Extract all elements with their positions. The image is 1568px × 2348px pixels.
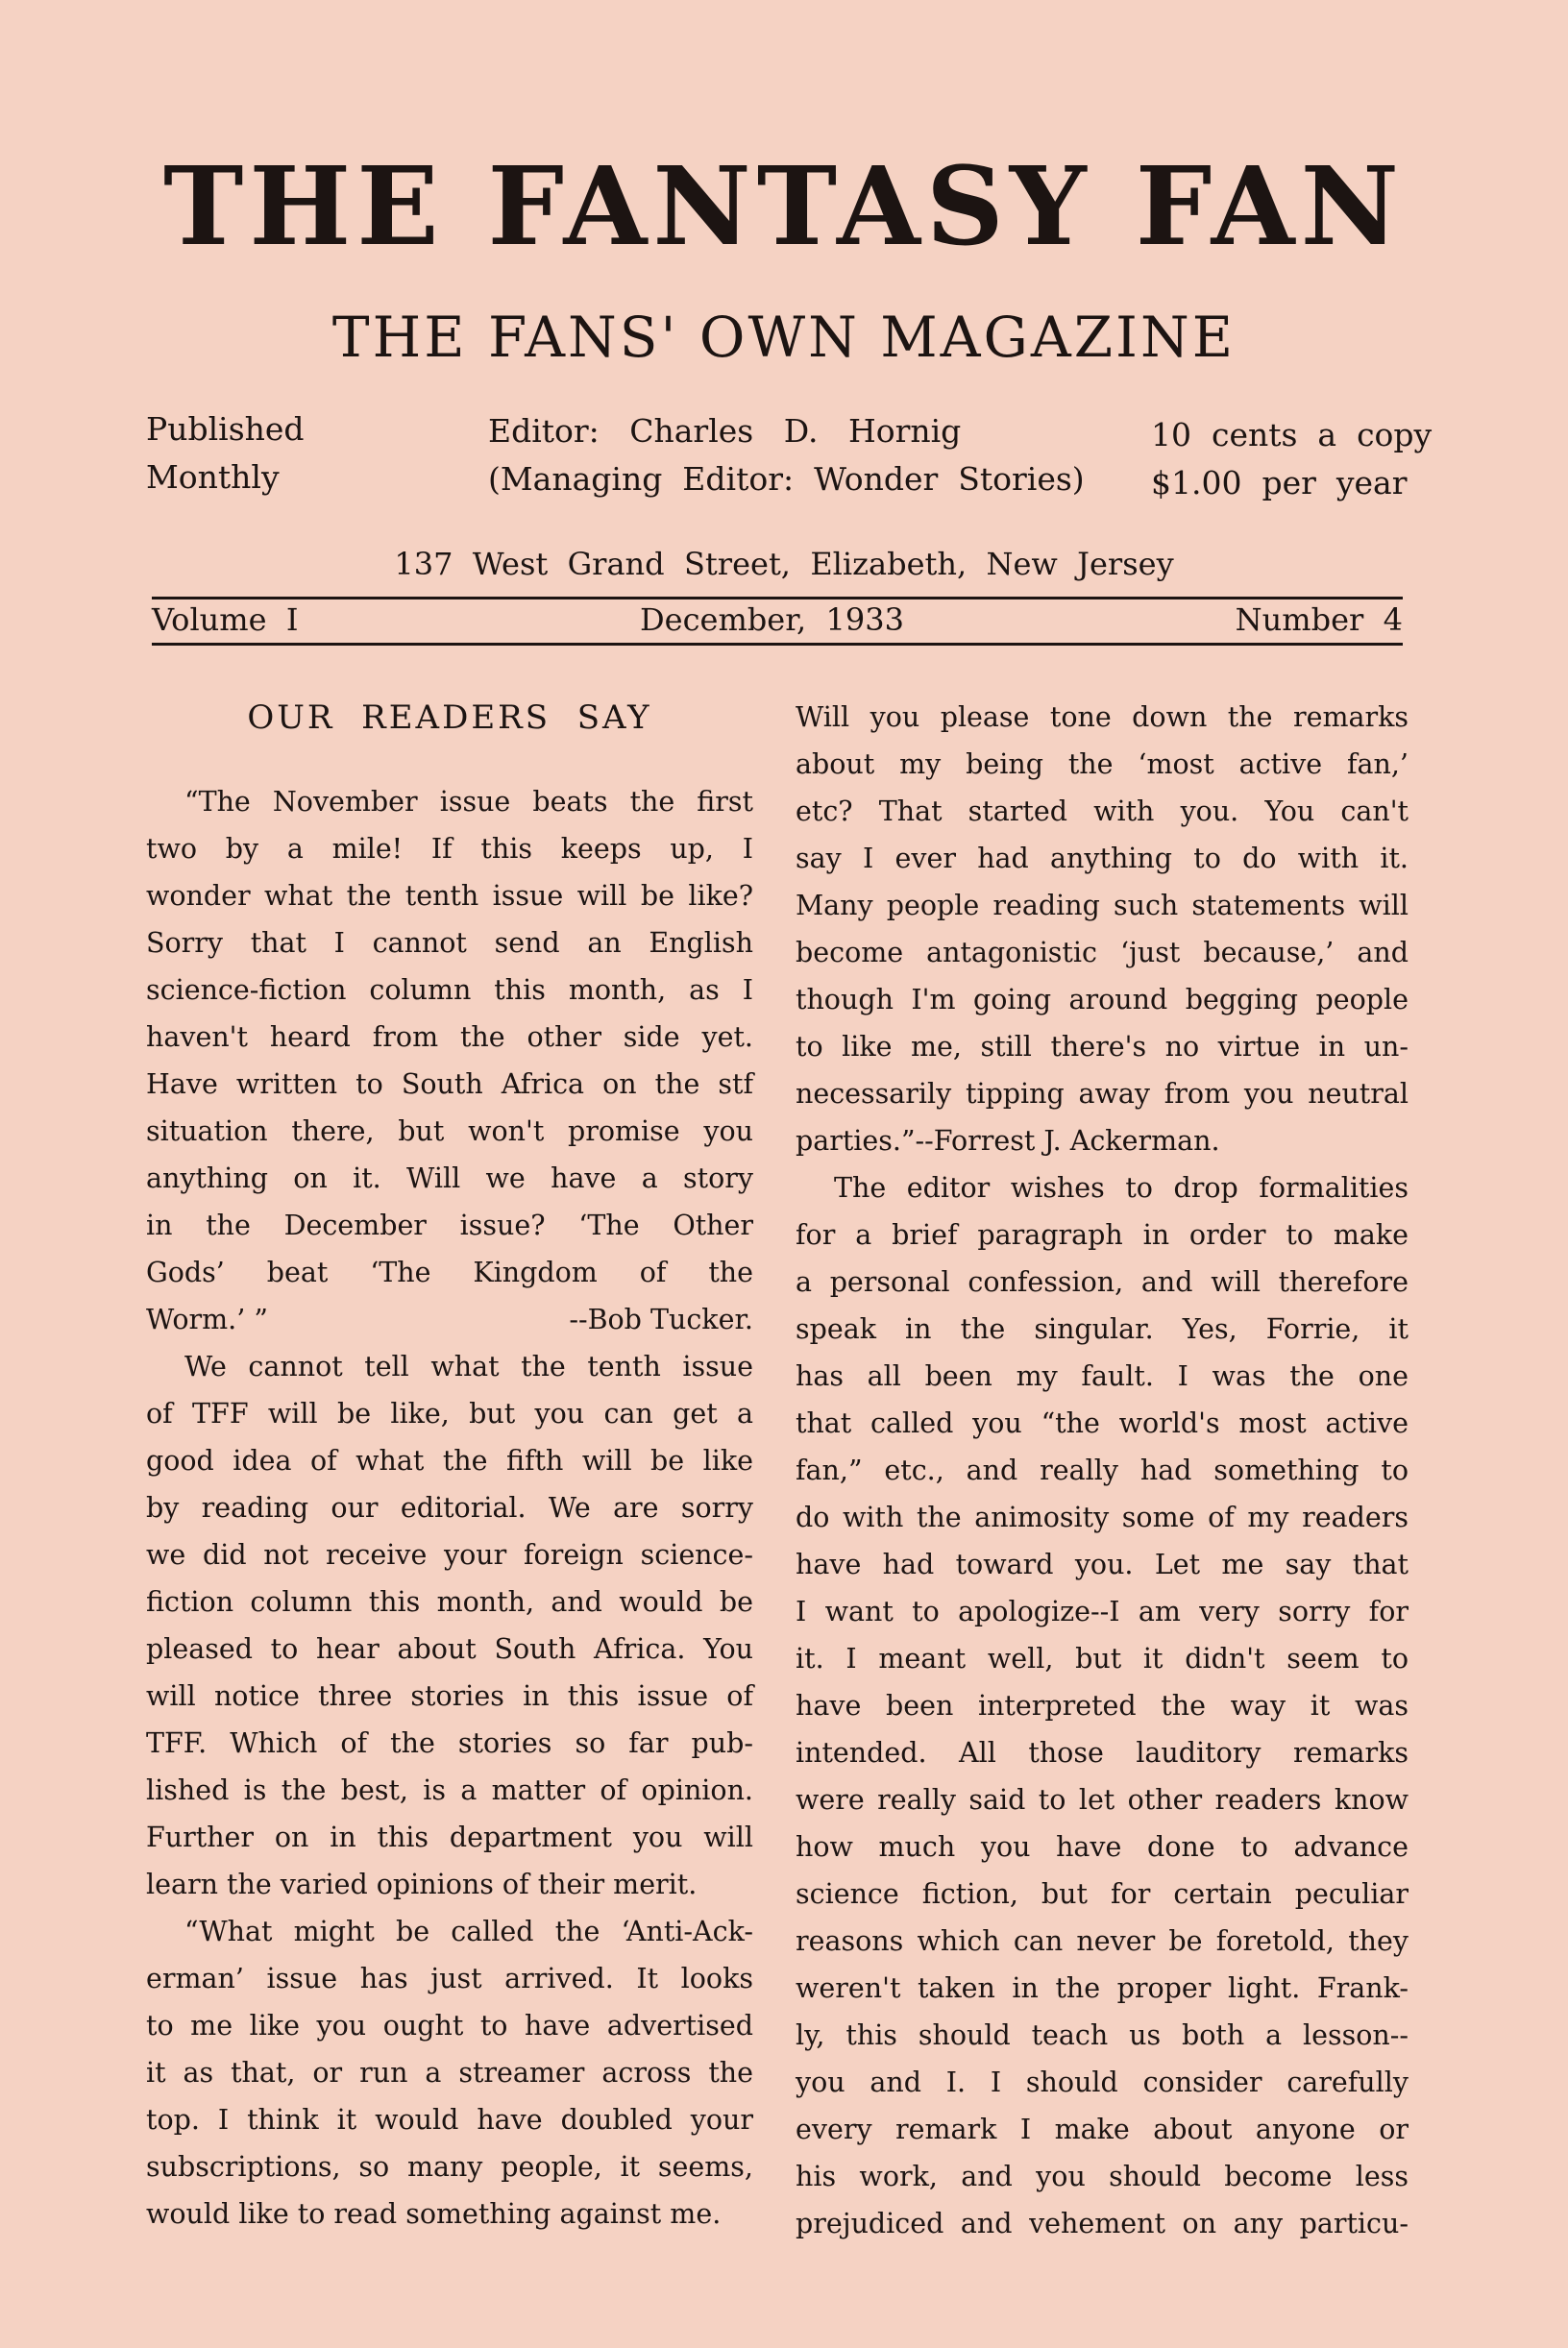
text-line: top. I think it would have doubled your — [146, 2104, 753, 2136]
text-line: Many people reading such statements will — [796, 890, 1409, 921]
text-line: subscriptions, so many people, it seems, — [146, 2151, 753, 2183]
text-line: that called you “the world's most active — [796, 1407, 1409, 1439]
text-line: wonder what the tenth issue will be like? — [146, 880, 753, 912]
text-line: intended. All those lauditory remarks — [796, 1737, 1409, 1769]
publication-frequency — [146, 405, 305, 501]
text-line: you and I. I should consider carefully — [796, 2067, 1409, 2098]
text-line: “The November issue beats the first — [184, 786, 753, 818]
published-line-1: Published — [146, 410, 305, 448]
text-line: weren't taken in the proper light. Frank- — [796, 1972, 1409, 2004]
editor-line-2: (Managing Editor: Wonder Stories) — [488, 460, 1085, 498]
text-line: good idea of what the fifth will be like — [146, 1445, 753, 1477]
text-line: Further on in this department you will — [146, 1822, 753, 1853]
right-column — [796, 694, 1409, 2247]
text-line: fiction column this month, and would be — [146, 1586, 753, 1618]
text-line: etc? That started with you. You can't — [796, 795, 1409, 827]
issue-date: December, 1933 — [640, 601, 904, 638]
volume-label: Volume I — [152, 601, 299, 638]
text-line: two by a mile! If this keeps up, I — [146, 833, 753, 865]
text-line: a personal confession, and will therefore — [796, 1266, 1409, 1298]
section-heading: OUR READERS SAY — [247, 698, 652, 737]
text-line: necessarily tipping away from you neutral — [796, 1078, 1409, 1110]
text-line: of TFF will be like, but you can get a — [146, 1398, 753, 1430]
text-line: speak in the singular. Yes, Forrie, it — [796, 1313, 1409, 1345]
text-line: anything on it. Will we have a story — [146, 1162, 753, 1194]
text-line: say I ever had anything to do with it. — [796, 843, 1409, 874]
text-line: situation there, but won't promise you — [146, 1115, 753, 1147]
text-line: TFF. Which of the stories so far pub- — [146, 1727, 753, 1759]
text-line: become antagonistic ‘just because,’ and — [796, 937, 1409, 968]
text-line: about my being the ‘most active fan,’ — [796, 748, 1409, 780]
bottom-rule — [152, 643, 1403, 646]
left-column — [146, 778, 753, 2238]
price-line-1: 10 cents a copy — [1151, 416, 1433, 453]
text-line: I want to apologize--I am very sorry for — [796, 1596, 1409, 1627]
text-line: reasons which can never be foretold, they — [796, 1925, 1409, 1957]
text-line: have been interpreted the way it was — [796, 1690, 1409, 1722]
text-line: Sorry that I cannot send an English — [146, 927, 753, 959]
issue-info-row — [152, 598, 1403, 642]
text-line: Will you please tone down the remarks — [796, 701, 1409, 733]
text-line: we did not receive your foreign science- — [146, 1539, 753, 1571]
text-line: lished is the best, is a matter of opinion. — [146, 1774, 753, 1806]
text-line: his work, and you should become less — [796, 2161, 1409, 2192]
text-line: every remark I make about anyone or — [796, 2114, 1409, 2145]
text-line: “What might be called the ‘Anti-Ack- — [184, 1916, 753, 1947]
text-line: how much you have done to advance — [796, 1831, 1409, 1863]
text-line: do with the animosity some of my readers — [796, 1502, 1409, 1533]
text-line: have had toward you. Let me say that — [796, 1549, 1409, 1580]
text-line: fan,” etc., and really had something to — [796, 1455, 1409, 1486]
text-line: it as that, or run a streamer across the — [146, 2057, 753, 2089]
issue-number: Number 4 — [1235, 601, 1403, 638]
text-line: by reading our editorial. We are sorry — [146, 1492, 753, 1524]
publisher-address: 137 West Grand Street, Elizabeth, New Jersey — [394, 546, 1174, 582]
text-line: science-fiction column this month, as I — [146, 974, 753, 1006]
text-line: to me like you ought to have advertised — [146, 2010, 753, 2042]
text-line: Gods’ beat ‘The Kingdom of the — [146, 1257, 753, 1288]
text-line: prejudiced and vehement on any particu- — [796, 2208, 1409, 2239]
text-line: would like to read something against me. — [146, 2198, 722, 2230]
editor-info — [488, 407, 1085, 503]
text-line: haven't heard from the other side yet. — [146, 1021, 753, 1053]
text-line: were really said to let other readers know — [796, 1784, 1409, 1816]
text-line: will notice three stories in this issue of — [146, 1680, 753, 1712]
masthead-title: THE FANTASY FAN — [163, 144, 1405, 270]
text-line: We cannot tell what the tenth issue — [184, 1351, 753, 1382]
text-line: Have written to South Africa on the stf — [146, 1068, 753, 1100]
text-line: The editor wishes to drop formalities — [834, 1172, 1409, 1204]
text-line: Worm.’ ” --Bob Tucker. — [146, 1296, 753, 1343]
text-line: in the December issue? ‘The Other — [146, 1210, 753, 1241]
masthead-subtitle: THE FANS' OWN MAGAZINE — [331, 305, 1237, 370]
text-line: learn the varied opinions of their merit. — [146, 1869, 698, 1900]
editor-line-1: Editor: Charles D. Hornig — [488, 412, 962, 450]
text-line: erman’ issue has just arrived. It looks — [146, 1963, 753, 1994]
text-line: for a brief paragraph in order to make — [796, 1219, 1409, 1251]
text-line: science fiction, but for certain peculiar — [796, 1878, 1409, 1910]
text-line: has all been my fault. I was the one — [796, 1360, 1409, 1392]
published-line-2: Monthly — [146, 458, 280, 496]
text-line: though I'm going around begging people — [796, 984, 1409, 1015]
text-line: ly, this should teach us both a lesson-- — [796, 2019, 1409, 2051]
text-line: it. I meant well, but it didn't seem to — [796, 1643, 1409, 1675]
text-line: to like me, still there's no virtue in un- — [796, 1031, 1409, 1063]
text-line: pleased to hear about South Africa. You — [146, 1633, 753, 1665]
price-info — [1151, 411, 1432, 507]
signature: --Bob Tucker. — [569, 1304, 753, 1335]
price-line-2: $1.00 per year — [1151, 464, 1408, 501]
text-line: parties.”--Forrest J. Ackerman. — [796, 1125, 1220, 1157]
